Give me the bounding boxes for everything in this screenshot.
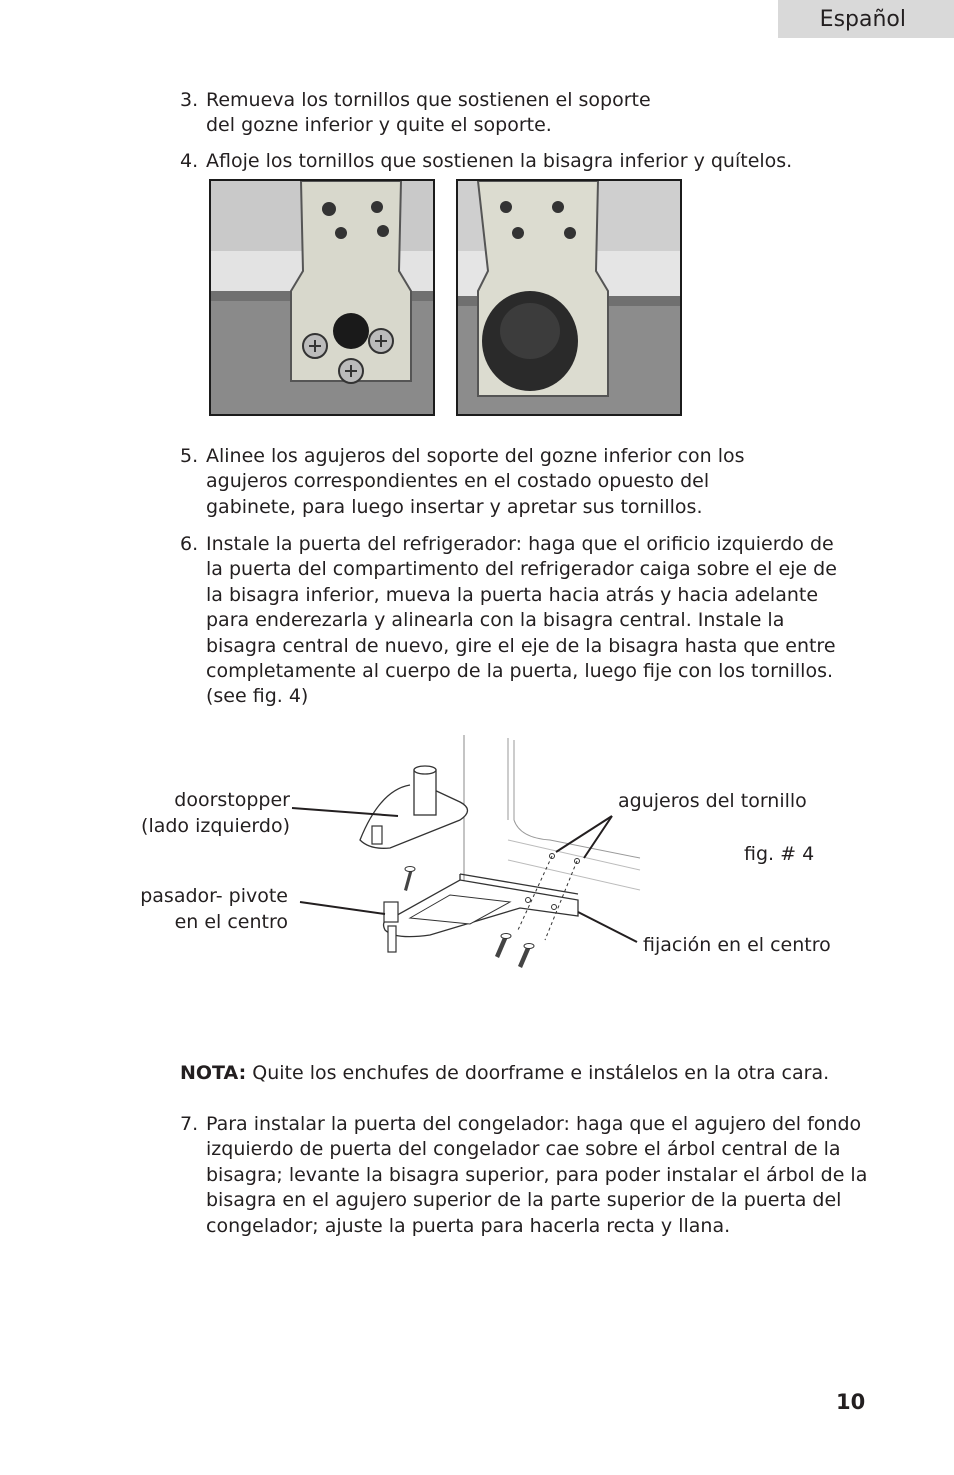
label-pivot-line2: en el centro [174,911,288,933]
step-number: 4. [180,150,199,172]
screw-icon [518,944,534,969]
step-text: Para instalar la puerta del congelador: haga que el agujero del fondo izquierdo de puerta del congelador cae sobre el árbol central de la bisagra; levante la bisagra superior, para poder instalar el árbol de la bisagra en el agujero superior de la parte superior de la puerta del congelador; ajuste la puerta para hacerla recta y llana. [206,1113,868,1237]
step-7 [180,1112,870,1239]
page-number: 10 [836,1390,866,1414]
step-text: Remueva los tornillos que sostienen el soporte del gozne inferior y quite el soporte. [206,89,651,137]
note [180,1060,829,1086]
note-text: Quite los enchufes de doorframe e instálelos en la otra cara. [246,1062,830,1084]
hinge-photo-with-bracket [209,179,435,416]
screw-icon [495,934,511,959]
step-4 [180,149,820,174]
step-number: 7. [180,1113,199,1135]
figure-4 [0,730,954,980]
label-screw-holes: agujeros del tornillo [618,790,807,812]
label-pivot-line1: pasador- pivote [140,885,288,907]
note-label: NOTA: [180,1062,247,1084]
label-center-fixing: fijación en el centro [643,934,831,956]
step-text: Afloje los tornillos que sostienen la bisagra inferior y quítelos. [206,150,793,172]
step-text: Instale la puerta del refrigerador: haga que el orificio izquierdo de la puerta del compartimento del refrigerador caiga sobre el eje de la bisagra inferior, mueva la puerta hacia atrás y hacia adelante para enderezarla y alinearla con la bisagra central. Instale la bisagra central de nuevo, gire el eje de la bisagra hasta que entre completamente al cuerpo de la puerta, luego fije con los tornillos. (see fig. 4) [206,533,837,708]
hinge-photo-with-pivot [456,179,682,416]
language-tab: Español [778,0,954,38]
step-6 [180,532,856,710]
step-number: 3. [180,89,199,111]
step-number: 5. [180,445,199,467]
step-number: 6. [180,533,199,555]
label-doorstopper-line1: doorstopper [174,789,290,811]
label-pivot [120,883,288,935]
step-text: Alinee los agujeros del soporte del gozne inferior con los agujeros correspondientes en el costado opuesto del gabinete, para luego insertar y apretar sus tornillos. [206,445,745,518]
label-doorstopper-line2: (lado izquierdo) [141,815,290,837]
figure-caption: fig. # 4 [744,843,815,865]
screw-icon [404,867,415,892]
step-5 [180,444,800,520]
label-doorstopper [140,787,290,839]
step-3 [180,88,660,139]
